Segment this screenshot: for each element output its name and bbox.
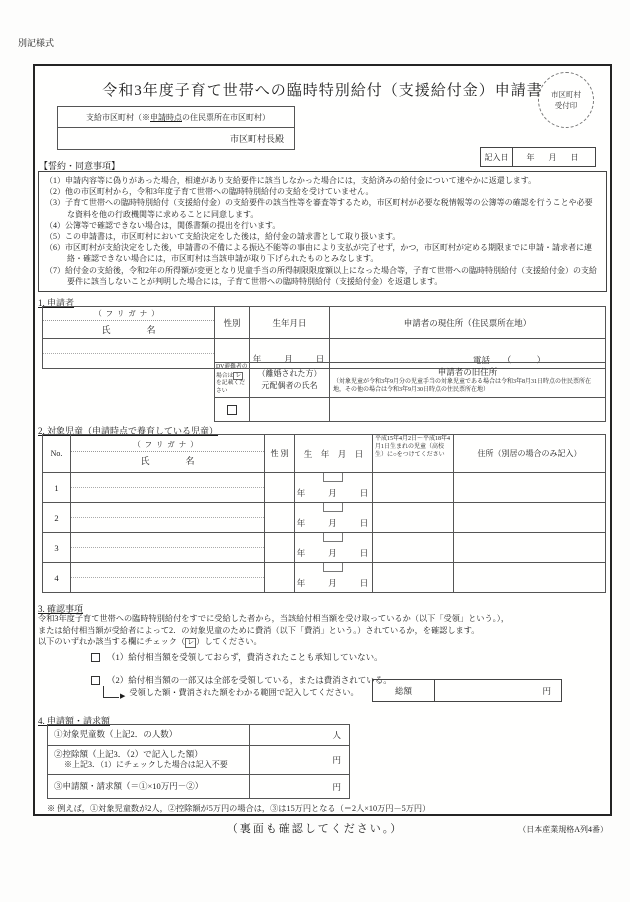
children-table: [42, 434, 606, 593]
municipality-label-pre: 支給市区町村（※: [86, 113, 150, 122]
ex-spouse-header-line1: （離婚された方）: [257, 368, 322, 378]
agreement-item-1: （1）申請内容等に偽りがあった場合，相違があり支給要件に該当しなかった場合には，支給済みの給付金について速やかに返還します。: [45, 176, 537, 185]
deduction-note: ※上記3．（1）にチェックした場合は記入不要: [64, 760, 228, 770]
old-address-field[interactable]: [330, 397, 606, 421]
municipality-label-post: の住民票所在市区町村）: [182, 113, 270, 122]
child-1-highschool-field[interactable]: [373, 473, 454, 503]
applicant-table: [42, 306, 606, 369]
children-address-header: 住所（別居の場合のみ記入）: [454, 435, 606, 473]
applicant-name-field[interactable]: [43, 339, 215, 369]
child-row-3: [43, 533, 606, 563]
child-2-address-field[interactable]: [454, 503, 606, 533]
claim-amount-label: ③申請額・請求額（＝①×10万円－②）: [48, 775, 250, 799]
confirmation-intro: [38, 613, 509, 648]
child-3-highschool-field[interactable]: [373, 533, 454, 563]
old-address-header: [330, 363, 606, 398]
mayor-addressee: 市区町村長殿: [229, 134, 284, 144]
intro3-pre: 以下のいずれか該当する欄にチェック（: [38, 637, 186, 647]
child-4-birth-field[interactable]: [295, 563, 373, 593]
check-mark-sample: レ: [187, 638, 195, 647]
form-sheet: [33, 64, 612, 816]
era-box: [323, 503, 343, 512]
child-1-name-field[interactable]: [71, 473, 265, 503]
child-row-2: [43, 503, 606, 533]
agreement-item-6: （6）市区町村が支給決定をした後，申請書の不備による振込不能等の事由により支払が完了せず，かつ，市区町村が定める期限までに申請・請求者に連絡・確認できない場合には，市区町村は当該申請が取り下げられたものとみなします。: [45, 243, 593, 264]
entry-date-field[interactable]: 年 月 日: [526, 152, 582, 162]
child-3-name-field[interactable]: [71, 533, 265, 563]
agreement-item-3: （3）子育て世帯への臨時特別給付（支援給付金）の支給要件の該当性等を審査等するため，市区町村が必要な税情報等の公簿等の確認を行うことや必要な資料を他の行政機関等に求めることに同意します。: [45, 198, 593, 219]
child-count-label: ①対象児童数（上記2．の人数）: [48, 725, 250, 746]
child-4-birth-placeholder: 年 月 日: [296, 578, 371, 588]
dv-evacuee-label: [215, 363, 250, 398]
old-address-note: （対象児童が令和3年9月分の児童手当の対象児童である場合は令和3年8月31日時点の住民票所在地，その他の場合は令和3年9月30日時点の住民票所在地）: [333, 378, 592, 393]
option1-label: （1）給付相当額を受領しておらず，費消されたことも承知していない。: [107, 652, 383, 662]
child-2-name-field[interactable]: [71, 503, 265, 533]
child-4-no: 4: [43, 563, 71, 593]
connector-line: [103, 686, 119, 698]
municipality-label-underlined: 申請時点: [150, 113, 182, 122]
children-furigana-header: （フリガナ）: [71, 438, 264, 452]
ex-spouse-header-line2: 元配偶者の氏名: [261, 380, 318, 390]
era-box: [323, 533, 343, 542]
amount-entry-note-row: [103, 686, 359, 698]
child-1-birth-field[interactable]: [295, 473, 373, 503]
child-2-birth-field[interactable]: [295, 503, 373, 533]
confirmation-intro-line2: または給付相当額が受給者によって2．の対象児童のために費消（以下「費消」という。）されているか，を確認します。: [38, 625, 480, 635]
dv-check-mark-sample: レ: [235, 372, 242, 379]
deduction-field[interactable]: [250, 746, 350, 775]
confirmation-intro-line1: 令和3年度子育て世帯への臨時特別給付をすでに受給した者から，当該給付相当額を受け取っているか（以下「受領」という。），: [38, 614, 510, 623]
child-3-address-field[interactable]: [454, 533, 606, 563]
era-box: [323, 563, 343, 572]
receipt-stamp-circle: [538, 72, 594, 128]
ex-spouse-header: [250, 363, 330, 398]
child-count-field[interactable]: [250, 725, 350, 746]
ex-spouse-name-field[interactable]: [250, 397, 330, 421]
section1-heading: 1. 申請者: [38, 298, 75, 308]
child-4-name-field[interactable]: [71, 563, 265, 593]
child-1-gender-field[interactable]: [265, 473, 295, 503]
old-address-title: 申請者の旧住所: [437, 366, 498, 377]
total-amount-box: [372, 679, 562, 702]
form-style-label: 別記様式: [18, 38, 55, 48]
dv-checkbox-cell: [215, 397, 250, 421]
agreement-item-2: （2）他の市区町村から，令和3年度子育て世帯への臨時特別給付の支給を受けていません。: [45, 187, 374, 197]
agreement-heading: 【誓約・同意事項】: [39, 161, 121, 171]
children-name-header-cell: [71, 435, 265, 473]
child-3-no: 3: [43, 533, 71, 563]
agreement-box: [38, 171, 607, 292]
deduction-label-cell: [48, 746, 250, 775]
claim-amount-unit: 円: [332, 781, 341, 792]
agreement-item-5: （5）この申請書は，市区町村において支給決定をした後は，給付金の請求書として取り扱います。: [45, 231, 401, 241]
children-no-header: No.: [43, 435, 71, 473]
child-2-gender-field[interactable]: [265, 503, 295, 533]
option2-label: （2）給付相当額の一部又は全部を受領している，または費消されている。: [107, 675, 392, 685]
children-highschool-header: 平成15年4月2日～平成18年4月1日生まれの児童（高校生）に○をつけてください: [373, 435, 454, 473]
municipality-box: [57, 106, 295, 150]
child-4-gender-field[interactable]: [265, 563, 295, 593]
child-1-no: 1: [43, 473, 71, 503]
dv-checkbox[interactable]: [227, 405, 237, 415]
footer-paper-standard: （日本産業規格A列4番）: [518, 825, 608, 834]
child-2-birth-placeholder: 年 月 日: [296, 518, 371, 528]
entry-date-box: [480, 147, 596, 167]
child-3-birth-placeholder: 年 月 日: [296, 548, 371, 558]
total-amount-unit: 円: [542, 685, 551, 696]
applicant-birth-placeholder: 年 月 日: [252, 354, 327, 364]
child-4-address-field[interactable]: [454, 563, 606, 593]
child-3-gender-field[interactable]: [265, 533, 295, 563]
municipality-label: [58, 107, 294, 128]
receipt-stamp-line1: 市区町村: [551, 89, 581, 99]
children-birth-header: 生 年 月 日: [295, 435, 373, 473]
amounts-table: [47, 724, 350, 799]
section2-heading: 2. 対象児童（申請時点で養育している児童）: [38, 426, 219, 436]
applicant-birth-header: 生年月日: [250, 307, 330, 339]
agreement-item-7: （7）給付金の支給後，令和2年の所得額が変更となり児童手当の所得制限限度額以上になった場合等，子育て世帯への臨時特別給付（支援給付金）の支給要件に該当しないことが判明した場合には，子育て世帯への臨時特別給付（支援給付金）を返還します。: [45, 265, 597, 286]
total-amount-label: 総額: [373, 680, 435, 701]
child-3-birth-field[interactable]: [295, 533, 373, 563]
dv-label-pre: DV避難者の場合は: [216, 364, 248, 379]
option1-checkbox[interactable]: [91, 653, 100, 662]
form-title: 令和3年度子育て世帯への臨時特別給付（支援給付金）申請書: [102, 83, 543, 99]
children-gender-header: 性 別: [265, 435, 295, 473]
confirmation-intro-line3: [38, 636, 509, 648]
confirmation-option-2: [91, 674, 392, 686]
children-name-header: 氏 名: [140, 456, 195, 466]
confirmation-option-1: [91, 651, 383, 663]
option2-checkbox[interactable]: [91, 676, 100, 685]
dv-label-post: を記載ください: [216, 380, 245, 394]
amount-entry-note: 受領した額・費消された額をわかる範囲で記入してください。: [129, 688, 359, 697]
deduction-label: ②控除額（上記3．（2）で記入した額）: [54, 748, 203, 759]
receipt-stamp-line2: 受付印: [554, 101, 578, 110]
child-1-address-field[interactable]: [454, 473, 606, 503]
arrow-right-icon: ▶: [120, 692, 126, 700]
agreement-item-4: （4）公簿等で確認できない場合は，関係書類の提出を行います。: [45, 220, 281, 230]
calculation-example: ※ 例えば，①対象児童数が2人，②控除額が5万円の場合は，③は15万円となる（＝2人×10万円－5万円）: [47, 804, 431, 813]
applicant-furigana-header: （フリガナ）: [43, 307, 214, 321]
applicant-gender-header: 性別: [215, 307, 250, 339]
footer-backside-note: （裏面も確認してください。）: [226, 823, 404, 835]
section3-heading: 3. 確認事項: [38, 604, 84, 614]
child-count-unit: 人: [332, 730, 341, 740]
applicant-name-header-cell: [43, 307, 215, 339]
child-2-highschool-field[interactable]: [373, 503, 454, 533]
applicant-phone-label: 電話 （ ）: [473, 355, 546, 365]
child-1-birth-placeholder: 年 月 日: [296, 488, 371, 498]
child-row-1: [43, 473, 606, 503]
applicant-address-header: 申請者の現住所（住民票所在地）: [330, 307, 606, 339]
section4-heading: 4. 申請額・請求額: [38, 716, 111, 726]
era-box: [323, 473, 343, 482]
child-4-highschool-field[interactable]: [373, 563, 454, 593]
applicant-sub-table: [214, 362, 606, 422]
child-row-4: [43, 563, 606, 593]
intro3-post: ）してください。: [196, 637, 262, 647]
child-2-no: 2: [43, 503, 71, 533]
entry-date-label: 記入日: [481, 148, 513, 166]
applicant-name-header: 氏 名: [101, 325, 156, 335]
claim-amount-field[interactable]: [250, 775, 350, 799]
total-amount-field[interactable]: [435, 680, 561, 701]
deduction-unit: 円: [332, 755, 341, 765]
